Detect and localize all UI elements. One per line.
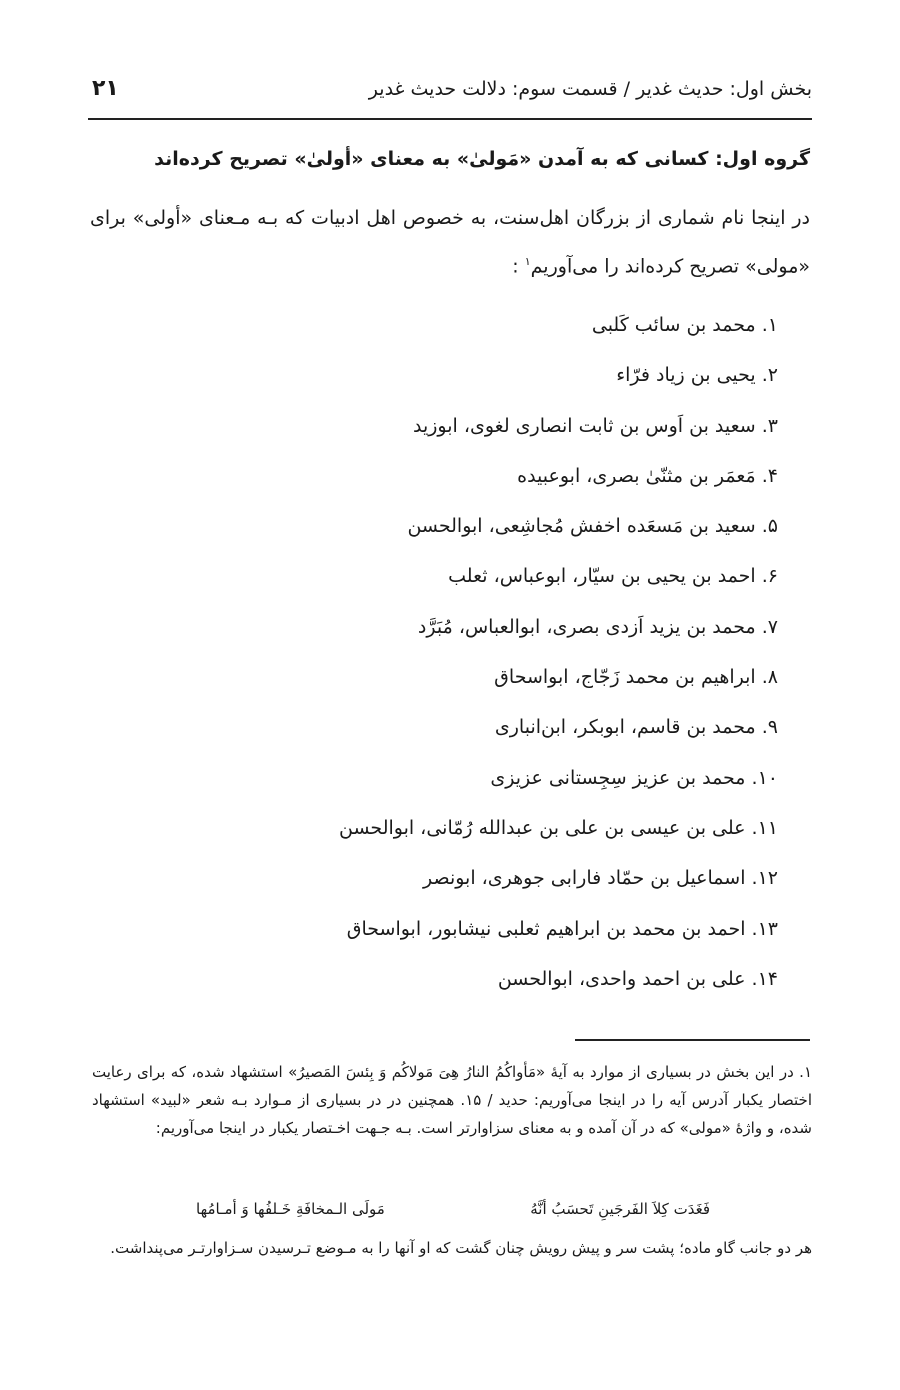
section-heading: گروه اول: کسانی که به آمدن «مَولیٰ» به معنای «أولیٰ» تصریح کرده‌اند: [154, 148, 810, 170]
intro-text: در اینجا نام شماری از بزرگان اهل‌سنت، به خصوص اهل ادبیات که بـه مـعنای «أولی» برای «مولی» تصریح کرده‌اند را می‌آوریم: [90, 207, 810, 278]
verse-first-hemistich: فَغَدَت کِلاَ الفَرجَینِ تَحسَبُ أنَّهُ: [530, 1200, 710, 1218]
list-item: ۱. محمد بن سائب کَلبی: [591, 314, 778, 336]
list-item: ۲. یحیی بن زیاد فرّاء: [616, 364, 778, 387]
list-item: ۷. محمد بن یزید اَزدی بصری، ابوالعباس، مُبَرَّد: [417, 615, 778, 638]
verse-translation: هر دو جانب گاو ماده؛ پشت سر و پیش رویش چنان گشت که او آنها را به مـوضع تـرسیدن سـزاوارتـر می‌پنداشت.: [110, 1239, 812, 1257]
page-number: ۲۱: [92, 76, 119, 101]
list-item: ۱۴. علی بن احمد واحدی، ابوالحسن: [497, 967, 778, 990]
verse-second-hemistich: مَولَی الـمخافَةِ خَـلفُها وَ أمـامُها: [196, 1200, 385, 1218]
footnote-divider: [575, 1039, 810, 1041]
list-item: ۴. مَعمَر بن مثنّیٰ بصری، ابوعبیده: [517, 464, 778, 487]
list-item: ۱۰. محمد بن عزیز سِجِستانی عزیزی: [490, 766, 778, 789]
intro-paragraph: [90, 196, 810, 288]
list-item: ۹. محمد بن قاسم، ابوبکر، ابن‌انباری: [494, 716, 778, 739]
intro-colon: :: [512, 255, 525, 278]
list-item: ۳. سعید بن اَوس بن ثابت انصاری لغوی، ابوزید: [412, 414, 778, 437]
list-item: ۵. سعید بن مَسعَده اخفش مُجاشِعی، ابوالحسن: [407, 515, 778, 538]
footnote-section: [92, 1058, 812, 1142]
header-divider: [88, 118, 812, 120]
list-item: ۱۱. علی بن عیسی بن علی بن عبدالله رُمّانی، ابوالحسن: [339, 816, 778, 839]
scholar-list: [339, 307, 778, 1011]
running-title: بخش اول: حدیث غدیر / قسمت سوم: دلالت حدیث غدیر: [368, 78, 812, 100]
footnote-text: ۱. در این بخش در بسیاری از موارد به آیۀ «مَأواکُمُ النارُ هِیَ مَولاکُم وَ بِئسَ المَصیرُ» استشهاد شده، که برای رعایت اختصار یکبار آدرس آیه را در اینجا می‌آوریم: حدید / ۱۵. همچنین در در بسیاری از مـوارد بـه شعر «لبید» استشهاد شده، و واژۀ «مولی» که در آن آمده و به معنای سزاوارتر است. بـه جـهت اخـتصار یکبار در اینجا می‌آوریم:: [92, 1063, 812, 1137]
list-item: ۱۲. اسماعیل بن حمّاد فارابی جوهری، ابونصر: [422, 867, 778, 890]
footnote-reference[interactable]: ۱: [524, 255, 531, 268]
list-item: ۱۳. احمد بن محمد بن ابراهیم ثعلبی نیشابور، ابواسحاق: [346, 917, 778, 940]
list-item: ۸. ابراهیم بن محمد زَجّاج، ابواسحاق: [494, 666, 778, 689]
running-header: [88, 76, 812, 110]
list-item: ۶. احمد بن یحیی بن سیّار، ابوعباس، ثعلب: [448, 565, 778, 588]
